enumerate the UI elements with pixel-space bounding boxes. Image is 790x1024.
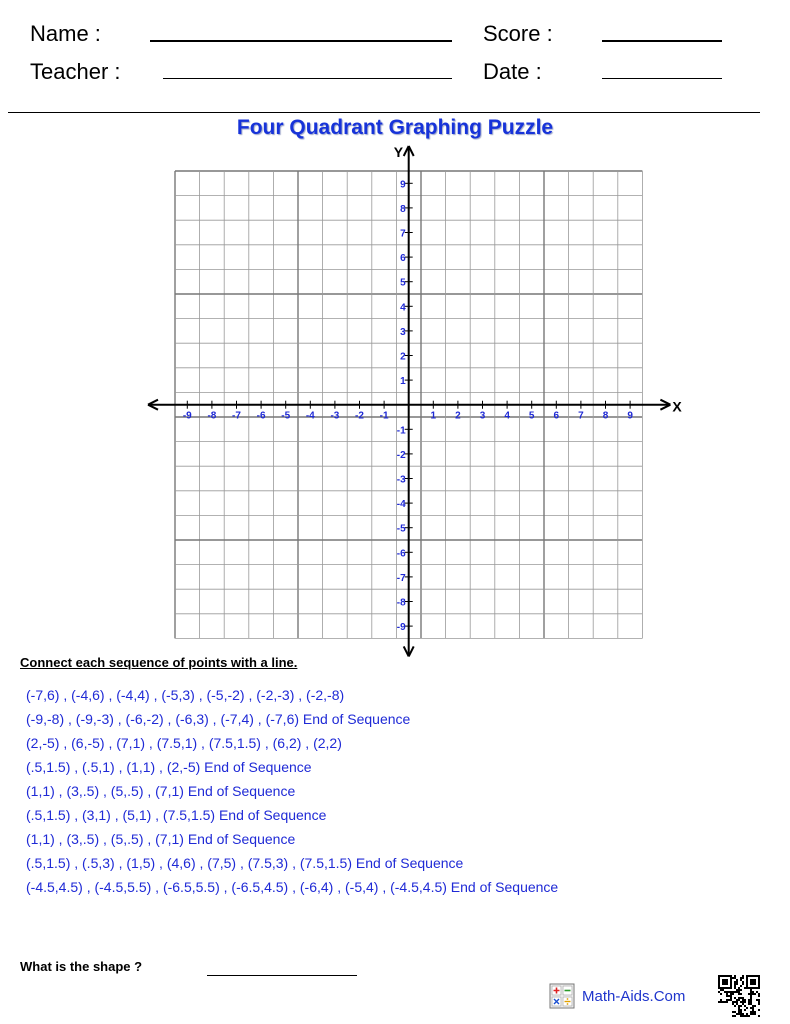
x-tick-label: 9 [627, 410, 633, 422]
answer-line[interactable] [207, 975, 357, 976]
x-tick-label: -2 [355, 410, 364, 422]
qr-code [718, 975, 760, 1017]
qr-module [744, 987, 746, 989]
qr-module [736, 1013, 738, 1015]
qr-module [730, 999, 732, 1001]
qr-module [744, 999, 746, 1001]
qr-module [738, 1007, 740, 1009]
qr-module [718, 985, 720, 987]
y-tick-label: 1 [400, 376, 406, 388]
qr-module [752, 1013, 754, 1015]
qr-module [754, 979, 756, 981]
y-tick-label: -4 [396, 499, 406, 511]
qr-module [742, 1003, 744, 1005]
page-title: Four Quadrant Graphing Puzzle [236, 116, 554, 139]
qr-module [718, 977, 720, 979]
qr-module [752, 987, 754, 989]
qr-module [746, 981, 748, 983]
qr-module [754, 987, 756, 989]
qr-module [718, 1001, 720, 1003]
qr-module [736, 991, 738, 993]
qr-module [746, 975, 748, 977]
qr-module [748, 1003, 750, 1005]
x-tick-label: 7 [578, 410, 584, 422]
qr-module [730, 987, 732, 989]
qr-module [738, 1011, 740, 1013]
qr-module [740, 1009, 742, 1011]
qr-module [736, 999, 738, 1001]
qr-module [732, 977, 734, 979]
qr-module [728, 975, 730, 977]
qr-module [750, 983, 752, 985]
qr-module [740, 985, 742, 987]
qr-module [740, 1013, 742, 1015]
qr-module [738, 997, 740, 999]
sequence-item: (1,1) , (3,.5) , (5,.5) , (7,1) End of Sequence [26, 831, 296, 847]
x-tick-label: -7 [232, 410, 241, 422]
qr-module [732, 1003, 734, 1005]
qr-module [750, 991, 752, 993]
qr-module [732, 1011, 734, 1013]
qr-module [734, 1011, 736, 1013]
qr-module [756, 975, 758, 977]
qr-module [758, 981, 760, 983]
qr-module [722, 979, 724, 981]
qr-module [742, 981, 744, 983]
qr-module [752, 983, 754, 985]
x-tick-label: 4 [504, 410, 510, 422]
qr-module [752, 993, 754, 995]
brand [550, 984, 685, 1008]
qr-module [742, 1013, 744, 1015]
qr-module [738, 1005, 740, 1007]
qr-module [740, 979, 742, 981]
qr-module [734, 977, 736, 979]
qr-module [740, 989, 742, 991]
qr-module [754, 1013, 756, 1015]
qr-module [750, 981, 752, 983]
y-tick-label: 6 [400, 253, 406, 265]
sequence-item: (1,1) , (3,.5) , (5,.5) , (7,1) End of Sequence [26, 783, 296, 799]
x-tick-label: 1 [430, 410, 437, 422]
qr-module [756, 991, 758, 993]
qr-module [746, 987, 748, 989]
qr-module [738, 987, 740, 989]
sequence-item: (2,-5) , (6,-5) , (7,1) , (7.5,1) , (7.5,1.5) , (6,2) , (2,2) [26, 735, 342, 751]
qr-module [740, 993, 742, 995]
qr-module [758, 977, 760, 979]
qr-module [734, 991, 736, 993]
x-tick-label: 5 [528, 410, 535, 422]
qr-module [748, 993, 750, 995]
y-tick-label: -9 [396, 622, 406, 634]
qr-module [718, 975, 720, 977]
qr-module [734, 1005, 736, 1007]
qr-module [754, 993, 756, 995]
x-tick-label: -6 [256, 410, 266, 422]
qr-module [720, 1001, 722, 1003]
calculator-icon [550, 984, 574, 1008]
y-tick-label: -7 [396, 572, 406, 584]
qr-module [742, 1001, 744, 1003]
qr-module [740, 1001, 742, 1003]
qr-module [726, 993, 728, 995]
qr-module [730, 997, 732, 999]
qr-module [738, 989, 740, 991]
qr-module [744, 1015, 746, 1017]
qr-module [744, 1009, 746, 1011]
qr-module [740, 1015, 742, 1017]
qr-module [734, 987, 736, 989]
qr-module [736, 1001, 738, 1003]
qr-module [758, 999, 760, 1001]
qr-module [750, 993, 752, 995]
qr-module [746, 1007, 748, 1009]
qr-module [744, 1005, 746, 1007]
qr-module [758, 985, 760, 987]
qr-module [748, 987, 750, 989]
qr-module [726, 999, 728, 1001]
qr-module [722, 987, 724, 989]
qr-module [730, 975, 732, 977]
qr-module [724, 983, 726, 985]
qr-module [758, 979, 760, 981]
x-tick-label: 8 [602, 410, 609, 422]
qr-module [734, 1001, 736, 1003]
qr-module [744, 1001, 746, 1003]
qr-module [758, 1009, 760, 1011]
qr-module [742, 977, 744, 979]
date-label: Date : [483, 59, 542, 84]
qr-module [736, 1003, 738, 1005]
qr-module [758, 993, 760, 995]
qr-module [726, 1001, 728, 1003]
qr-module [742, 1015, 744, 1017]
qr-module [730, 983, 732, 985]
qr-module [750, 987, 752, 989]
qr-module [746, 979, 748, 981]
qr-module [758, 1015, 760, 1017]
qr-module [726, 987, 728, 989]
sequence-item: (-9,-8) , (-9,-3) , (-6,-2) , (-6,3) , (-7,4) , (-7,6) End of Sequence [26, 711, 411, 727]
date-line[interactable] [602, 78, 722, 79]
qr-module [724, 975, 726, 977]
qr-module [728, 987, 730, 989]
qr-module [724, 981, 726, 983]
qr-module [758, 1003, 760, 1005]
qr-module [738, 991, 740, 993]
qr-module [720, 975, 722, 977]
qr-module [754, 983, 756, 985]
qr-module [728, 991, 730, 993]
qr-module [728, 995, 730, 997]
sequence-item: (.5,1.5) , (.5,1) , (1,1) , (2,-5) End of Sequence [26, 759, 312, 775]
name-label: Name : [30, 21, 101, 46]
sequence-item: (-4.5,4.5) , (-4.5,5.5) , (-6.5,5.5) , (-6.5,4.5) , (-6,4) , (-5,4) , (-4.5,4.5) End of Sequence [26, 879, 559, 895]
qr-module [718, 979, 720, 981]
qr-module [724, 979, 726, 981]
qr-module [720, 989, 722, 991]
y-axis-label: Y [393, 144, 404, 160]
qr-module [740, 997, 742, 999]
y-tick-label: 3 [400, 326, 406, 338]
qr-module [734, 975, 736, 977]
y-tick-label: 5 [400, 277, 406, 289]
x-tick-label: -3 [330, 410, 340, 422]
qr-module [738, 1009, 740, 1011]
qr-module [750, 1001, 752, 1003]
qr-module [758, 1001, 760, 1003]
y-tick-label: -2 [396, 449, 406, 461]
qr-module [752, 1009, 754, 1011]
qr-module [718, 991, 720, 993]
qr-module [754, 981, 756, 983]
qr-module [718, 987, 720, 989]
qr-module [754, 1011, 756, 1013]
x-tick-label: 6 [553, 410, 560, 422]
qr-module [732, 1015, 734, 1017]
qr-module [758, 983, 760, 985]
qr-module [722, 981, 724, 983]
qr-module [754, 1005, 756, 1007]
coordinate-grid [140, 140, 682, 655]
x-tick-label: -4 [305, 410, 315, 422]
qr-module [740, 977, 742, 979]
qr-module [758, 987, 760, 989]
qr-module [750, 1011, 752, 1013]
qr-module [732, 993, 734, 995]
qr-module [722, 975, 724, 977]
qr-module [722, 1001, 724, 1003]
qr-module [720, 993, 722, 995]
qr-module [750, 979, 752, 981]
qr-module [746, 1015, 748, 1017]
score-line[interactable] [602, 40, 722, 42]
qr-module [748, 975, 750, 977]
qr-module [736, 979, 738, 981]
y-tick-label: -8 [396, 597, 406, 609]
qr-module [750, 1007, 752, 1009]
qr-module [750, 975, 752, 977]
qr-module [752, 981, 754, 983]
qr-module [752, 1005, 754, 1007]
teacher-label: Teacher : [30, 59, 121, 84]
score-label: Score : [483, 21, 553, 46]
qr-module [756, 987, 758, 989]
x-tick-label: -1 [379, 410, 389, 422]
qr-module [718, 981, 720, 983]
sequence-item: (-7,6) , (-4,6) , (-4,4) , (-5,3) , (-5,-2) , (-2,-3) , (-2,-8) [26, 687, 345, 703]
qr-module [750, 1003, 752, 1005]
qr-module [752, 991, 754, 993]
instructions: Connect each sequence of points with a line. [20, 655, 298, 670]
qr-module [750, 999, 752, 1001]
qr-module [746, 1013, 748, 1015]
qr-module [724, 1001, 726, 1003]
qr-module [738, 999, 740, 1001]
qr-module [726, 981, 728, 983]
qr-module [730, 979, 732, 981]
y-tick-label: 9 [400, 179, 406, 191]
qr-module [726, 979, 728, 981]
qr-module [724, 991, 726, 993]
sequence-item: (.5,1.5) , (3,1) , (5,1) , (7.5,1.5) End of Sequence [26, 807, 327, 823]
qr-module [722, 983, 724, 985]
x-tick-label: 2 [455, 410, 461, 422]
qr-module [730, 993, 732, 995]
y-tick-label: -1 [396, 425, 406, 437]
qr-module [746, 983, 748, 985]
qr-module [736, 989, 738, 991]
qr-module [752, 1007, 754, 1009]
question: What is the shape ? [20, 959, 143, 974]
qr-module [742, 999, 744, 1001]
qr-module [720, 987, 722, 989]
qr-module [754, 975, 756, 977]
qr-module [732, 1001, 734, 1003]
qr-module [752, 979, 754, 981]
y-tick-label: -3 [396, 474, 406, 486]
qr-module [750, 995, 752, 997]
qr-module [728, 999, 730, 1001]
qr-module [738, 993, 740, 995]
brand-text: Math-Aids.Com [582, 987, 686, 1005]
qr-module [726, 975, 728, 977]
qr-module [730, 985, 732, 987]
qr-module [720, 999, 722, 1001]
qr-module [734, 983, 736, 985]
qr-module [732, 991, 734, 993]
qr-module [734, 1015, 736, 1017]
qr-module [758, 975, 760, 977]
qr-module [742, 997, 744, 999]
qr-module [726, 995, 728, 997]
x-tick-label: 3 [479, 410, 486, 422]
qr-module [756, 999, 758, 1001]
y-tick-label: 4 [400, 302, 406, 314]
x-tick-label: -8 [207, 410, 217, 422]
qr-module [750, 997, 752, 999]
sequence-item: (.5,1.5) , (.5,3) , (1,5) , (4,6) , (7,5) , (7.5,3) , (7.5,1.5) End of Sequence [26, 855, 464, 871]
qr-module [730, 995, 732, 997]
y-tick-label: -6 [396, 548, 406, 560]
qr-module [750, 989, 752, 991]
qr-module [730, 977, 732, 979]
qr-module [746, 977, 748, 979]
y-tick-label: -5 [396, 523, 406, 535]
y-tick-label: 7 [400, 228, 406, 240]
qr-module [748, 1001, 750, 1003]
qr-module [740, 1005, 742, 1007]
qr-module [758, 995, 760, 997]
qr-module [734, 997, 736, 999]
qr-module [730, 991, 732, 993]
x-axis-label: X [672, 398, 682, 415]
qr-module [746, 985, 748, 987]
qr-module [742, 975, 744, 977]
qr-module [736, 981, 738, 983]
qr-module [748, 1015, 750, 1017]
qr-module [724, 987, 726, 989]
qr-module [736, 983, 738, 985]
qr-module [722, 989, 724, 991]
qr-module [718, 983, 720, 985]
header-divider [8, 112, 760, 113]
qr-module [752, 1011, 754, 1013]
qr-module [738, 1013, 740, 1015]
qr-module [742, 983, 744, 985]
qr-module [726, 991, 728, 993]
y-tick-label: 2 [400, 351, 406, 363]
qr-module [748, 999, 750, 1001]
teacher-line[interactable] [163, 78, 452, 79]
qr-module [752, 975, 754, 977]
qr-module [734, 985, 736, 987]
sequence-list [26, 686, 558, 902]
qr-module [734, 981, 736, 983]
y-tick-label: 8 [400, 203, 406, 215]
x-tick-label: -5 [281, 410, 291, 422]
name-line[interactable] [150, 40, 452, 42]
qr-module [750, 1013, 752, 1015]
qr-module [726, 983, 728, 985]
qr-module [740, 1011, 742, 1013]
qr-module [730, 981, 732, 983]
x-tick-label: -9 [182, 410, 192, 422]
